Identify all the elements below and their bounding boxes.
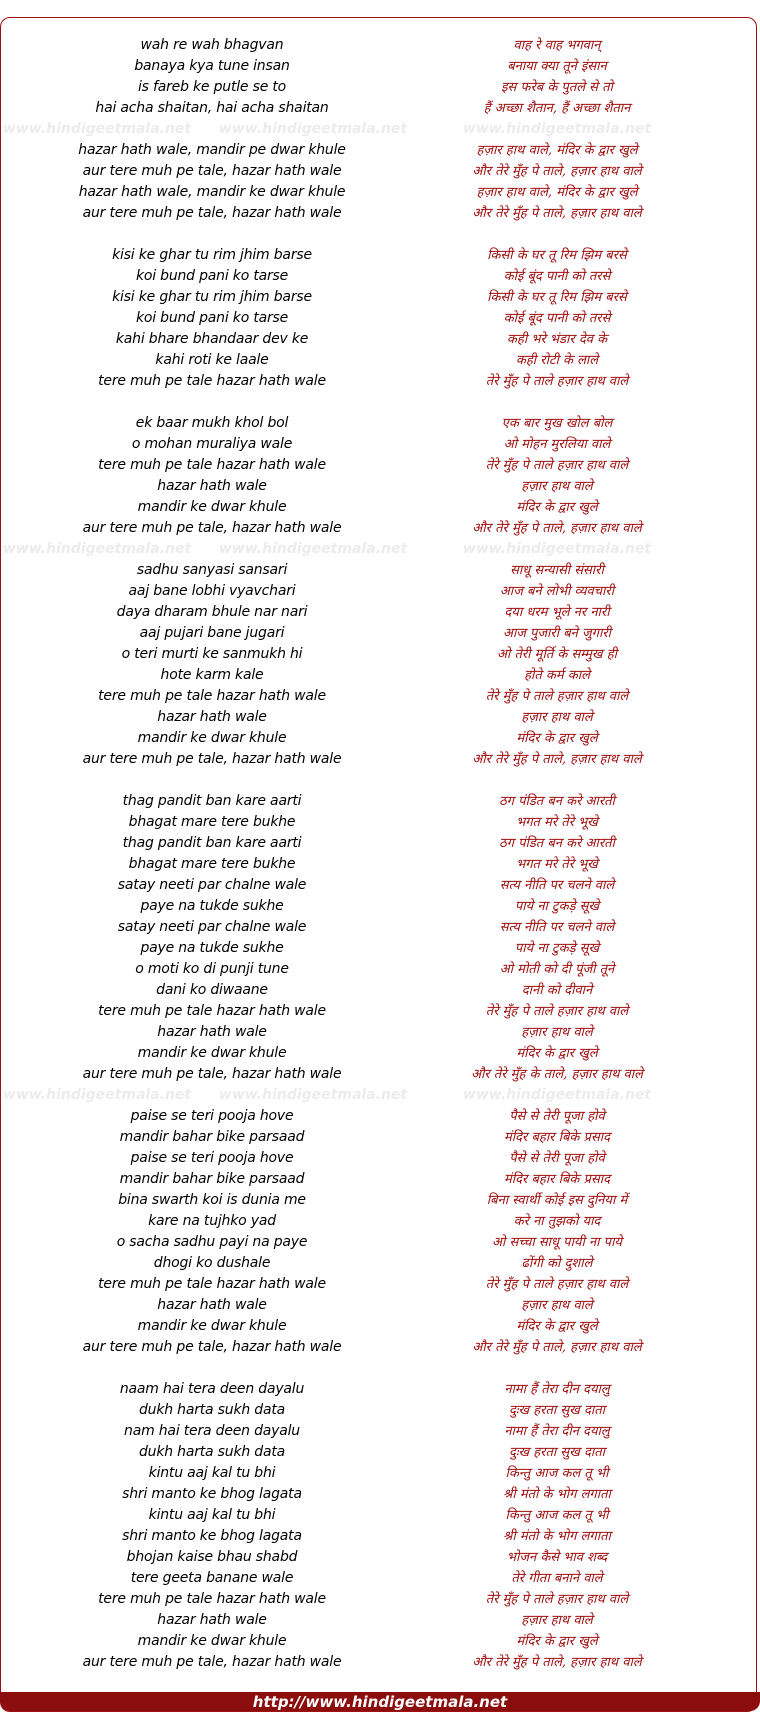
lyric-roman: koi bund pani ko tarse [135,268,289,284]
lyric-roman: bhojan kaise bhau shabd [126,1549,298,1565]
lyric-roman: daya dharam bhule nar nari [116,604,308,620]
lyric-line [0,1400,760,1421]
lyric-roman: aur tere muh pe tale, hazar hath wale [82,1339,342,1355]
lyric-roman: hote karm kale [160,667,264,683]
watermark-text: www.hindigeetmala.net [2,541,192,557]
lyric-devanagari: हैं अच्छा शैतान, हैं अच्छा शैतान [483,101,631,116]
lyric-line [0,938,760,959]
lyric-devanagari: साधू सन्यासी संसारी [510,563,604,578]
lyric-roman: hazar hath wale, mandir ke dwar khule [78,184,346,200]
lyric-roman: mandir ke dwar khule [137,1045,287,1061]
lyric-devanagari: हज़ार हाथ वाले, मंदिर के द्वार खुले [476,143,638,158]
lyric-roman: bhagat mare tere bukhe [128,814,296,830]
lyric-line [0,812,760,833]
lyric-roman: aaj pujari bane jugari [139,625,285,641]
lyric-line [0,245,760,266]
lyric-line [0,413,760,434]
lyric-line [0,581,760,602]
lyric-roman: dhogi ko dushale [153,1255,271,1271]
lyric-line [0,1631,760,1652]
lyric-roman: tere muh pe tale hazar hath wale [98,688,326,704]
lyric-devanagari: किसी के घर तू रिम झिम बरसे [487,248,627,263]
watermark-row [0,119,760,140]
lyric-roman: is fareb ke putle se to [137,79,287,95]
lyric-roman: hazar hath wale [157,1612,267,1628]
lyric-devanagari: किन्तु आज कल तू भी [505,1508,609,1523]
lyric-devanagari: भगत मरे तेरे भूखे [516,857,598,872]
lyric-line [0,749,760,770]
lyric-devanagari: हज़ार हाथ वाले [521,1613,593,1628]
lyric-line [0,1169,760,1190]
lyric-roman: mandir ke dwar khule [137,1318,287,1334]
lyric-roman: aaj bane lobhi vyavchari [128,583,296,599]
lyric-line [0,287,760,308]
lyric-roman: hai acha shaitan, hai acha shaitan [95,100,329,116]
lyric-line [0,371,760,392]
lyric-roman: ek baar mukh khol bol [135,415,289,431]
lyric-devanagari: हज़ार हाथ वाले [521,1298,593,1313]
lyric-devanagari: हज़ार हाथ वाले, मंदिर के द्वार खुले [476,185,638,200]
lyric-line [0,455,760,476]
lyric-roman: koi bund pani ko tarse [135,310,289,326]
lyric-roman: kintu aaj kal tu bhi [148,1507,276,1523]
lyric-line [0,350,760,371]
lyric-line [0,1295,760,1316]
lyric-devanagari: और तेरे मुँह पे ताले, हज़ार हाथ वाले [472,206,642,221]
lyric-roman: satay neeti par chalne wale [117,877,307,893]
lyric-devanagari: तेरे गीता बनाने वाले [511,1571,603,1586]
lyric-line [0,161,760,182]
lyric-roman: bhagat mare tere bukhe [128,856,296,872]
lyric-line [0,917,760,938]
lyric-line [0,1589,760,1610]
lyric-devanagari: कही रोटी के लाले [515,353,599,368]
lyric-roman: aur tere muh pe tale, hazar hath wale [82,1066,342,1082]
lyric-line [0,56,760,77]
lyric-devanagari: और तेरे मुँह पे ताले, हज़ार हाथ वाले [472,164,642,179]
lyric-line [0,1379,760,1400]
lyric-devanagari: वाह रे वाह भगवान् [513,38,601,53]
lyric-devanagari: दानी को दीवाने [521,983,593,998]
lyric-roman: paye na tukde sukhe [140,898,284,914]
stanza-gap [0,770,760,791]
lyric-devanagari: तेरे मुँह पे ताले हज़ार हाथ वाले [485,1277,629,1292]
lyric-devanagari: और तेरे मुँह के ताले, हज़ार हाथ वाले [471,1067,643,1082]
lyric-devanagari: और तेरे मुँह पे ताले, हज़ार हाथ वाले [472,521,642,536]
lyric-line [0,77,760,98]
lyrics-body [0,35,760,1673]
footer-url-link[interactable]: http://www.hindigeetmala.net [252,1693,508,1711]
lyric-line [0,959,760,980]
footer-bar [0,1692,760,1711]
lyric-devanagari: होते कर्म काले [524,668,590,683]
lyric-devanagari: इस फरेब के पुतले से तो [501,80,613,95]
lyric-roman: tere muh pe tale hazar hath wale [98,1591,326,1607]
lyric-devanagari: तेरे मुँह पे ताले हज़ार हाथ वाले [485,374,629,389]
lyric-line [0,1442,760,1463]
lyric-devanagari: कही भरे भंडार देव के [506,332,608,347]
lyric-roman: tere geeta banane wale [130,1570,294,1586]
lyric-devanagari: किसी के घर तू रिम झिम बरसे [487,290,627,305]
lyric-devanagari: दुःख हरता सुख दाता [508,1445,606,1460]
watermark-text: www.hindigeetmala.net [462,541,652,557]
lyric-line [0,98,760,119]
lyric-line [0,1547,760,1568]
lyric-roman: aur tere muh pe tale, hazar hath wale [82,1654,342,1670]
lyric-roman: dukh harta sukh data [138,1402,286,1418]
lyric-devanagari: ढोंगी को दुशाले [521,1256,593,1271]
lyric-line [0,1148,760,1169]
lyric-roman: hazar hath wale [157,1297,267,1313]
lyric-roman: o moti ko di punji tune [135,961,289,977]
lyric-devanagari: और तेरे मुँह पे ताले, हज़ार हाथ वाले [472,1340,642,1355]
lyric-line [0,35,760,56]
watermark-row [0,1085,760,1106]
lyric-line [0,875,760,896]
lyric-devanagari: नामा हैं तेरा दीन दयालु [504,1424,610,1439]
lyric-roman: aur tere muh pe tale, hazar hath wale [82,163,342,179]
lyric-line [0,1421,760,1442]
lyric-devanagari: सत्य नीति पर चलने वाले [499,878,615,893]
lyric-roman: o sacha sadhu payi na paye [116,1234,308,1250]
lyric-roman: kisi ke ghar tu rim jhim barse [112,289,312,305]
lyric-devanagari: तेरे मुँह पे ताले हज़ार हाथ वाले [485,689,629,704]
lyric-line [0,203,760,224]
lyric-roman: mandir ke dwar khule [137,1633,287,1649]
lyric-line [0,1127,760,1148]
lyric-roman: aur tere muh pe tale, hazar hath wale [82,520,342,536]
lyric-roman: mandir bahar bike parsaad [119,1171,305,1187]
lyric-devanagari: श्री मंतो के भोग लगाता [503,1487,611,1502]
lyric-devanagari: श्री मंतो के भोग लगाता [503,1529,611,1544]
lyric-roman: nam hai tera deen dayalu [124,1423,300,1439]
lyric-line [0,686,760,707]
lyric-devanagari: हज़ार हाथ वाले [521,710,593,725]
watermark-text: www.hindigeetmala.net [2,121,192,137]
lyric-devanagari: कोई बूंद पानी को तरसे [503,269,611,284]
lyric-line [0,1610,760,1631]
stanza-gap [0,392,760,413]
lyric-devanagari: सत्य नीति पर चलने वाले [499,920,615,935]
lyric-devanagari: और तेरे मुँह पे ताले, हज़ार हाथ वाले [472,1655,642,1670]
lyric-roman: kahi roti ke laale [155,352,269,368]
lyric-line [0,308,760,329]
lyric-line [0,1232,760,1253]
lyric-line [0,1505,760,1526]
lyric-roman: paise se teri pooja hove [130,1150,294,1166]
lyric-roman: kisi ke ghar tu rim jhim barse [112,247,312,263]
lyric-line [0,1106,760,1127]
lyric-roman: wah re wah bhagvan [140,37,284,53]
lyric-line [0,518,760,539]
lyric-devanagari: ओ तेरी मूर्ति के सम्मुख ही [497,647,617,662]
watermark-text: www.hindigeetmala.net [218,541,408,557]
lyric-roman: sadhu sanyasi sansari [136,562,288,578]
stanza-gap [0,1358,760,1379]
watermark-text: www.hindigeetmala.net [218,121,408,137]
lyric-roman: hazar hath wale [157,709,267,725]
lyric-roman: shri manto ke bhog lagata [122,1528,302,1544]
lyric-roman: bina swarth koi is dunia me [118,1192,306,1208]
lyric-line [0,623,760,644]
stanza-gap [0,224,760,245]
lyric-devanagari: नामा हैं तेरा दीन दयालु [504,1382,610,1397]
lyric-line [0,980,760,1001]
lyric-roman: hazar hath wale [157,1024,267,1040]
lyric-devanagari: दुःख हरता सुख दाता [508,1403,606,1418]
lyric-devanagari: आज पुजारी बने जुगारी [502,626,612,641]
lyric-line [0,1022,760,1043]
lyric-line [0,791,760,812]
watermark-text: www.hindigeetmala.net [462,121,652,137]
lyric-devanagari: मंदिर के द्वार खुले [516,1319,598,1334]
lyric-line [0,728,760,749]
lyric-roman: kahi bhare bhandaar dev ke [115,331,309,347]
lyric-line [0,329,760,350]
lyric-devanagari: मंदिर के द्वार खुले [516,1046,598,1061]
lyric-roman: mandir ke dwar khule [137,499,287,515]
lyric-line [0,1274,760,1295]
lyric-roman: hazar hath wale [157,478,267,494]
lyric-devanagari: ओ मोहन मुरलिया वाले [503,437,611,452]
lyric-line [0,665,760,686]
lyric-line [0,854,760,875]
lyric-devanagari: ओ सच्चा साधू पायी ना पाये [492,1235,622,1250]
lyric-roman: kare na tujhko yad [148,1213,276,1229]
lyric-devanagari: दया धरम भूले नर नारी [504,605,610,620]
lyric-line [0,1568,760,1589]
lyric-line [0,476,760,497]
lyric-roman: banaya kya tune insan [134,58,290,74]
lyric-roman: paise se teri pooja hove [130,1108,294,1124]
lyric-line [0,1211,760,1232]
lyric-line [0,833,760,854]
lyric-line [0,497,760,518]
lyric-roman: thag pandit ban kare aarti [122,793,302,809]
lyric-line [0,266,760,287]
lyric-devanagari: मंदिर के द्वार खुले [516,731,598,746]
lyric-devanagari: मंदिर बहार बिके प्रसाद [504,1130,610,1145]
lyric-roman: o mohan muraliya wale [131,436,293,452]
lyric-line [0,1043,760,1064]
lyric-devanagari: मंदिर के द्वार खुले [516,1634,598,1649]
lyric-roman: naam hai tera deen dayalu [119,1381,305,1397]
lyric-line [0,560,760,581]
lyric-devanagari: एक बार मुख खोल बोल [501,416,613,431]
lyric-devanagari: भगत मरे तेरे भूखे [516,815,598,830]
lyric-roman: aur tere muh pe tale, hazar hath wale [82,205,342,221]
lyric-devanagari: मंदिर बहार बिके प्रसाद [504,1172,610,1187]
lyric-line [0,1316,760,1337]
lyric-devanagari: बिना स्वार्थी कोई इस दुनिया में [486,1193,628,1208]
lyric-roman: aur tere muh pe tale, hazar hath wale [82,751,342,767]
lyric-roman: dani ko diwaane [156,982,268,998]
watermark-text: www.hindigeetmala.net [462,1087,652,1103]
lyric-roman: thag pandit ban kare aarti [122,835,302,851]
lyric-line [0,707,760,728]
lyric-line [0,140,760,161]
lyric-roman: satay neeti par chalne wale [117,919,307,935]
lyric-devanagari: आज बने लोभी व्यवचारी [499,584,615,599]
lyric-line [0,434,760,455]
lyric-line [0,1253,760,1274]
lyric-roman: mandir ke dwar khule [137,730,287,746]
lyric-devanagari: ठग पंडित बन करे आरती [499,836,615,851]
lyric-devanagari: हज़ार हाथ वाले [521,1025,593,1040]
lyric-devanagari: पाये ना टुकड़े सूखे [514,941,600,956]
lyric-roman: kintu aaj kal tu bhi [148,1465,276,1481]
lyric-roman: shri manto ke bhog lagata [122,1486,302,1502]
watermark-text: www.hindigeetmala.net [2,1087,192,1103]
lyric-line [0,1337,760,1358]
lyric-devanagari: भोजन कैसे भाव शब्द [506,1550,608,1565]
lyric-devanagari: किन्तु आज कल तू भी [505,1466,609,1481]
lyric-line [0,896,760,917]
lyric-roman: o teri murti ke sanmukh hi [121,646,303,662]
lyric-devanagari: हज़ार हाथ वाले [521,479,593,494]
lyric-line [0,1463,760,1484]
lyric-devanagari: ठग पंडित बन करे आरती [499,794,615,809]
lyric-devanagari: बनाया क्या तूने इंसान [507,59,607,74]
lyric-roman: dukh harta sukh data [138,1444,286,1460]
lyric-devanagari: कोई बूंद पानी को तरसे [503,311,611,326]
lyric-roman: tere muh pe tale hazar hath wale [98,457,326,473]
lyric-line [0,644,760,665]
watermark-text: www.hindigeetmala.net [218,1087,408,1103]
lyric-line [0,1190,760,1211]
lyric-line [0,1484,760,1505]
lyric-devanagari: तेरे मुँह पे ताले हज़ार हाथ वाले [485,1004,629,1019]
lyric-devanagari: ओ मोती को दी पूंजी तूने [499,962,615,977]
lyric-line [0,1001,760,1022]
lyric-roman: hazar hath wale, mandir pe dwar khule [78,142,346,158]
lyric-roman: mandir bahar bike parsaad [119,1129,305,1145]
lyric-devanagari: पाये ना टुकड़े सूखे [514,899,600,914]
watermark-row [0,539,760,560]
lyric-devanagari: पैसे से तेरी पूजा होवे [509,1151,605,1166]
lyric-roman: tere muh pe tale hazar hath wale [98,1276,326,1292]
lyric-line [0,1064,760,1085]
lyric-roman: tere muh pe tale hazar hath wale [98,1003,326,1019]
lyric-devanagari: और तेरे मुँह पे ताले, हज़ार हाथ वाले [472,752,642,767]
lyric-devanagari: पैसे से तेरी पूजा होवे [509,1109,605,1124]
lyric-devanagari: तेरे मुँह पे ताले हज़ार हाथ वाले [485,458,629,473]
lyric-line [0,182,760,203]
lyric-devanagari: मंदिर के द्वार खुले [516,500,598,515]
lyric-line [0,1652,760,1673]
lyric-line [0,602,760,623]
lyric-line [0,1526,760,1547]
lyric-devanagari: तेरे मुँह पे ताले हज़ार हाथ वाले [485,1592,629,1607]
lyric-roman: tere muh pe tale hazar hath wale [98,373,326,389]
lyric-devanagari: करे ना तुझको याद [513,1214,601,1229]
lyric-roman: paye na tukde sukhe [140,940,284,956]
